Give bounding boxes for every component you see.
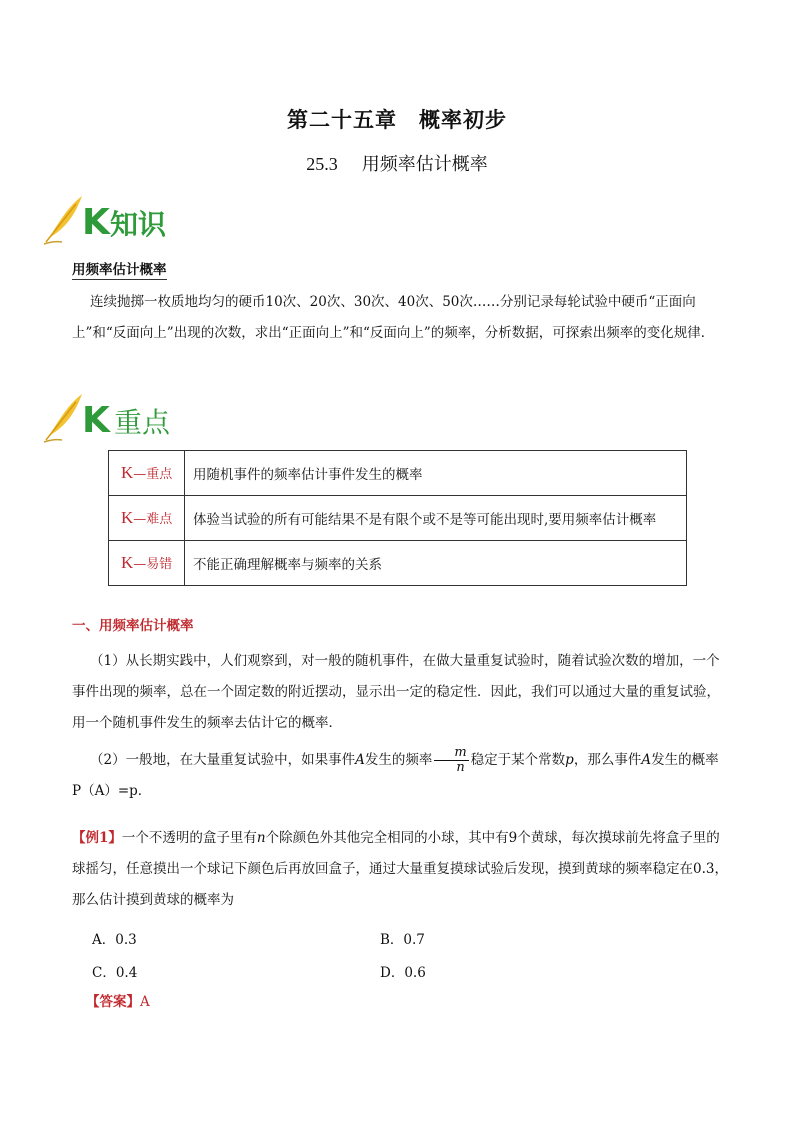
knowledge-heading: 用频率估计概率	[72, 258, 167, 280]
key-points-table	[108, 450, 687, 586]
table-row	[109, 496, 687, 541]
row-text: 用随机事件的频率估计事件发生的概率	[185, 451, 687, 496]
knowledge-paragraph: 连续抛掷一枚质地均匀的硬币10次、20次、30次、40次、50次……分别记录每轮试验中硬币“正面向上”和“反面向上”出现的次数，求出“正面向上”和“反面向上”的频率，分析数据，可探索出频率的变化规律．	[72, 294, 715, 341]
option-c: C．0.4	[92, 965, 138, 981]
option-d: D．0.6	[380, 965, 426, 981]
row-label: K—易错	[109, 541, 185, 586]
chapter-title: 第二十五章 概率初步	[287, 108, 507, 132]
section-paragraph-2: （2）一般地，在大量重复试验中，如果事件A发生的频率 $\frac{m}{n}$ 稳定于某个常数p，那么事件A发生的概率 P（A）=p．	[72, 745, 719, 799]
fraction: $\frac{m}{n}$	[434, 746, 468, 775]
example-1: 【例1】一个不透明的盒子里有n个除颜色外其他完全相同的小球，其中有9个黄球，每次摸球前先将盒子里的球摇匀，任意摸出一个球记下颜色后再放回盒子，通过大量重复摸球试验后发现，摸到黄球的频率稳定在0.3，那么估计摸到黄球的概率为	[72, 830, 728, 908]
logo-text: 重点	[114, 406, 171, 439]
row-label: K—难点	[109, 496, 185, 541]
section-number: 25.3	[306, 154, 338, 174]
row-text: 不能正确理解概率与频率的关系	[185, 541, 687, 586]
answer-label: 【答案】	[86, 994, 140, 1010]
logo-k: K	[82, 400, 110, 441]
feather-icon	[42, 190, 192, 246]
logo-text: 知识	[110, 208, 167, 241]
row-label: K—重点	[109, 451, 185, 496]
section-name: 用频率估计概率	[361, 154, 488, 175]
option-a: A．0.3	[92, 932, 137, 948]
logo-k: K	[82, 202, 110, 243]
knowledge-logo	[42, 190, 192, 246]
answer	[86, 990, 150, 1010]
row-text: 体验当试验的所有可能结果不是有限个或不是等可能出现时,要用频率估计概率	[185, 496, 687, 541]
section-heading: 一、用频率估计概率	[72, 618, 194, 634]
table-row	[109, 541, 687, 586]
example-tag: 【例1】	[72, 830, 122, 846]
answer-value: A	[140, 994, 150, 1010]
option-b: B．0.7	[380, 932, 425, 948]
keypoint-logo	[42, 388, 192, 444]
section-paragraph-1: （1）从长期实践中，人们观察到，对一般的随机事件，在做大量重复试验时，随着试验次数的增加，一个事件出现的频率，总在一个固定数的附近摆动，显示出一定的稳定性．因此，我们可以通过大量的重复试验，用一个随机事件发生的频率去估计它的概率．	[72, 653, 720, 731]
feather-icon	[42, 388, 192, 444]
section-title	[0, 150, 794, 176]
table-row	[109, 451, 687, 496]
